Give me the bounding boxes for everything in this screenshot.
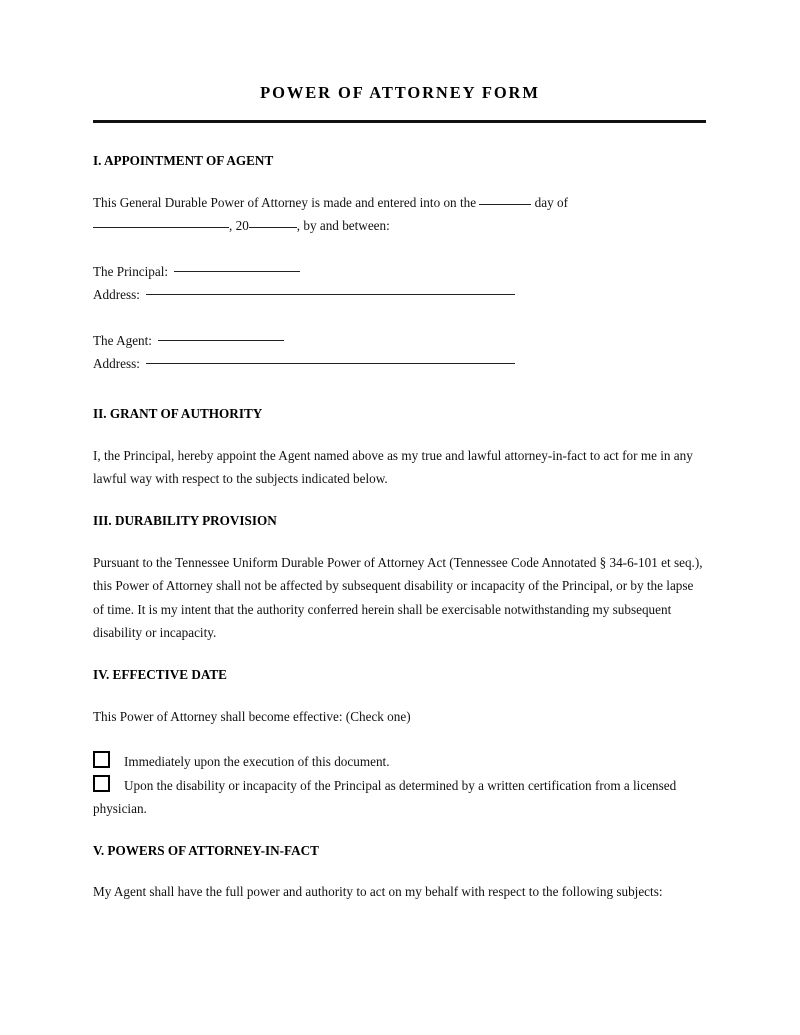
page-title: POWER OF ATTORNEY FORM — [260, 83, 540, 102]
effective-date-prompt: This Power of Attorney shall become effective: (Check one) — [93, 708, 411, 724]
year-blank-field[interactable] — [249, 218, 297, 229]
principal-address-label: Address: — [93, 287, 140, 303]
agent-name-blank-field[interactable] — [158, 340, 284, 341]
effective-date-option-immediate[interactable] — [93, 750, 707, 774]
checkbox-icon-incapacity[interactable] — [93, 775, 110, 792]
section-heading-durability-provision: III. DURABILITY PROVISION — [93, 512, 277, 528]
appointment-intro-text-after-year: , by and between: — [296, 218, 390, 234]
principal-address-blank-field[interactable] — [146, 294, 515, 295]
month-blank-field[interactable] — [93, 218, 229, 229]
grant-of-authority-body: I, the Principal, hereby appoint the Agent named above as my true and lawful attorney-in-fact to act for me in any lawful way with respect to the subjects indicated below. — [93, 447, 693, 487]
agent-address-label: Address: — [93, 356, 140, 372]
principal-address-row — [93, 283, 707, 307]
principal-name-blank-field[interactable] — [174, 271, 300, 272]
appointment-intro-text-after-day: day of — [534, 194, 568, 210]
agent-address-blank-field[interactable] — [146, 363, 515, 364]
checkbox-icon-immediate[interactable] — [93, 751, 110, 768]
durability-provision-body: Pursuant to the Tennessee Uniform Durable Power of Attorney Act (Tennessee Code Annotated § 34-6-101 et seq.), this Power of Attorney shall not be affected by subsequent disability or incapacity of the Principal, or by the lapse of time. It is my intent that the authority conferred herein shall be exercisable notwithstanding my subsequent disability or incapacity. — [93, 554, 703, 641]
appointment-intro-year-prefix: , 20 — [229, 218, 249, 234]
agent-name-row — [93, 329, 707, 353]
principal-name-row — [93, 260, 707, 284]
section-heading-grant-of-authority: II. GRANT OF AUTHORITY — [93, 405, 263, 421]
section-heading-appointment: I. APPOINTMENT OF AGENT — [93, 153, 274, 169]
effective-date-option-incapacity[interactable] — [93, 774, 707, 821]
agent-address-row — [93, 352, 707, 376]
day-blank-field[interactable] — [479, 194, 531, 205]
section-heading-powers-of-attorney-in-fact: V. POWERS OF ATTORNEY-IN-FACT — [93, 842, 319, 858]
effective-date-option-incapacity-label: Upon the disability or incapacity of the Principal as determined by a written certification from a licensed physician. — [93, 777, 677, 817]
powers-of-attorney-in-fact-body: My Agent shall have the full power and authority to act on my behalf with respect to the following subjects: — [93, 884, 663, 900]
appointment-intro-paragraph — [93, 191, 707, 238]
effective-date-option-immediate-label: Immediately upon the execution of this document. — [124, 754, 390, 770]
appointment-intro-text-before-day: This General Durable Power of Attorney is made and entered into on the — [93, 194, 477, 210]
agent-label: The Agent: — [93, 332, 152, 348]
principal-label: The Principal: — [93, 263, 169, 279]
document-content — [93, 0, 707, 904]
section-heading-effective-date: IV. EFFECTIVE DATE — [93, 666, 227, 682]
